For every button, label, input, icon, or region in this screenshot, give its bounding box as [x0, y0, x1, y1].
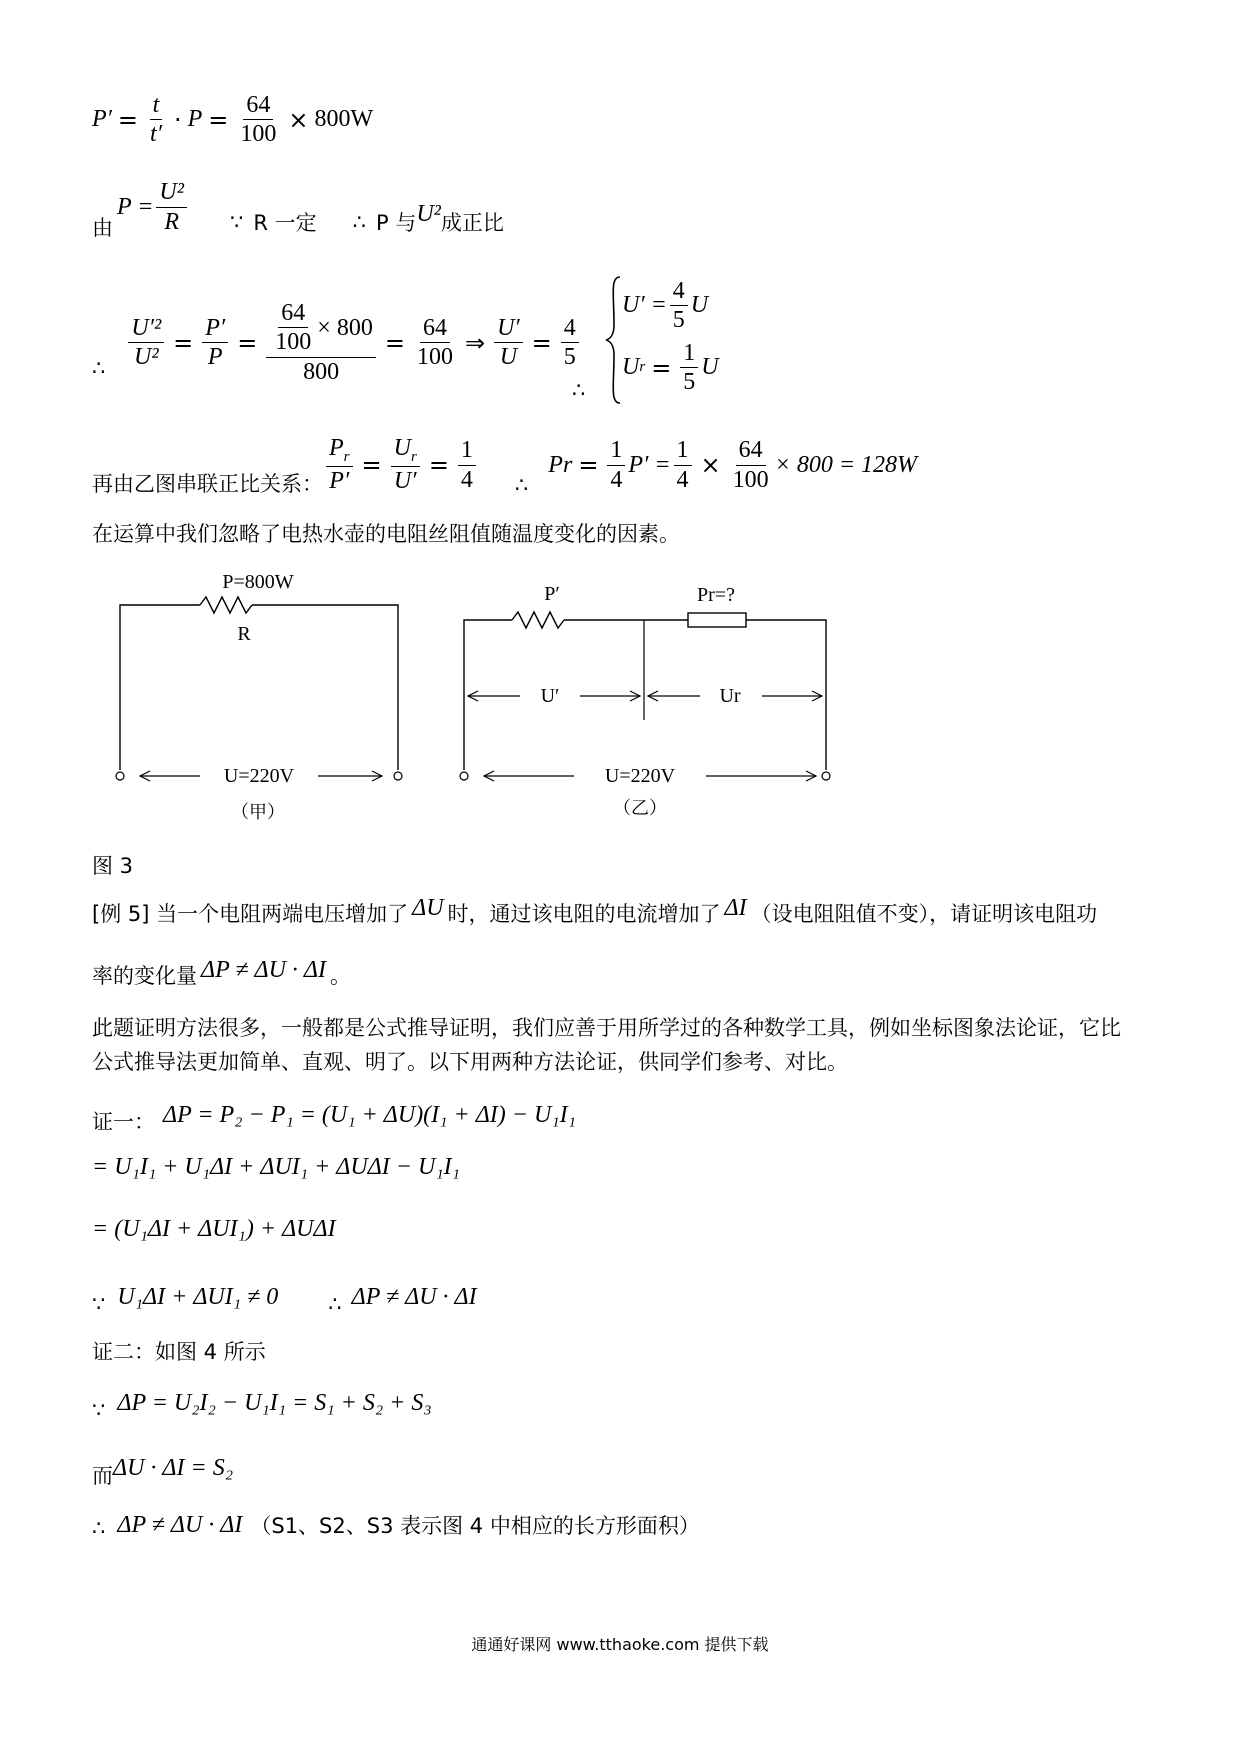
- terminal-icon: [116, 772, 124, 780]
- therefore-symbol: ∴: [572, 378, 586, 402]
- formula-power-relation: 由 P = $\frac{\text{U²}}{R}$ ∵ R 一定 ∴ P 与 U² 成正比: [92, 179, 504, 240]
- formula-series-ratio: 再由乙图串联正比关系： $\frac{P_r}{P'}$ = $\frac{U_r}{U'}$ = $\frac{1}{4}$ ∴ P r = $\frac{1}{4}$ P′ = $\frac{1}{4}$ × $\frac{64}{100}$ × 800 = 128W: [92, 435, 918, 497]
- terminal-icon: [394, 772, 402, 780]
- system-brace: [604, 275, 624, 405]
- resistor-pr-icon: [688, 613, 746, 627]
- note-text: 在运算中我们忽略了电热水壶的电阻丝阻值随温度变化的因素。: [92, 522, 680, 546]
- resistor-p-icon: [512, 612, 564, 628]
- figure-caption: 图 3: [92, 854, 134, 878]
- proof-1-line3: = (U₁ΔI + ΔUI₁) + ΔUΔI: [92, 1216, 336, 1242]
- proof-1-line4: ∵ U₁ΔI + ΔUI₁ ≠ 0 ∴ ΔP ≠ ΔU · ΔI: [92, 1283, 477, 1316]
- equation-u-r: U r = $\frac{1}{5}$ U: [622, 340, 719, 396]
- voltage-label: U=220V: [604, 765, 676, 787]
- proof-1-line1: 证一： ΔP = P₂ − P₁ = (U₁ + ΔU)(I₁ + ΔI) − U₁I₁: [92, 1101, 576, 1134]
- pr-label: Pr=?: [697, 584, 735, 606]
- circuit-diagrams: [100, 560, 860, 830]
- formula-ratio-derivation: ∴ $\frac{\text{U′²}}{\text{U²}}$ = $\frac{P'}{P}$ = $\frac{64}{100}$ × 800 800 = $\frac{64}{100}$ ⇒ $\frac{U'}{U}$ = $\frac{4}{5}$: [92, 300, 582, 385]
- proof-2-label: 证二：如图 4 所示: [92, 1340, 266, 1364]
- proof-2-line1: ∵ ΔP = U₂I₂ − U₁I₁ = S₁ + S₂ + S₃: [92, 1389, 432, 1422]
- equation-u-prime: U′ = $\frac{4}{5}$ U: [622, 278, 709, 334]
- footer-text: 通通好课网 www.tthaoke.com 提供下载: [471, 1635, 769, 1654]
- example-5-line2: 率的变化量 ΔP ≠ ΔU · ΔI 。: [92, 956, 351, 988]
- u-prime-label: U′: [540, 685, 560, 707]
- formula-p-prime: P′ = $\frac{t}{t'}$ · P = $\frac{64}{100}$ × 800W: [92, 92, 374, 148]
- resistor-label: R: [237, 623, 251, 645]
- proof-2-line2: 而 ΔU · ΔI = S₂: [92, 1454, 234, 1488]
- proof-2-line3: ∴ ΔP ≠ ΔU · ΔI （S1、S2、S3 表示图 4 中相应的长方形面积）: [92, 1511, 700, 1540]
- caption-b: （乙）: [613, 798, 667, 818]
- resistor-r-icon: [200, 597, 252, 613]
- circuit-b: [460, 583, 830, 818]
- ur-label: Ur: [719, 685, 741, 707]
- voltage-label: U=220V: [223, 765, 295, 787]
- caption-a: （甲）: [231, 802, 285, 822]
- paragraph-line1: 此题证明方法很多，一般都是公式推导证明，我们应善于用所学过的各种数学工具，例如坐标图象法论证，它比: [92, 1016, 1121, 1040]
- proof-1-line2: = U₁I₁ + U₁ΔI + ΔUI₁ + ΔUΔI − U₁I₁: [92, 1154, 461, 1180]
- example-5-line1: [例 5] 当一个电阻两端电压增加了 ΔU 时，通过该电阻的电流增加了 ΔI （设电阻阻值不变），请证明该电阻功: [92, 894, 1098, 926]
- paragraph-line2: 公式推导法更加简单、直观、明了。以下用两种方法论证，供同学们参考、对比。: [92, 1050, 848, 1074]
- terminal-icon: [460, 772, 468, 780]
- p-prime-label: P′: [544, 583, 560, 605]
- terminal-icon: [822, 772, 830, 780]
- circuit-a: [116, 571, 402, 822]
- power-label: P=800W: [222, 571, 294, 593]
